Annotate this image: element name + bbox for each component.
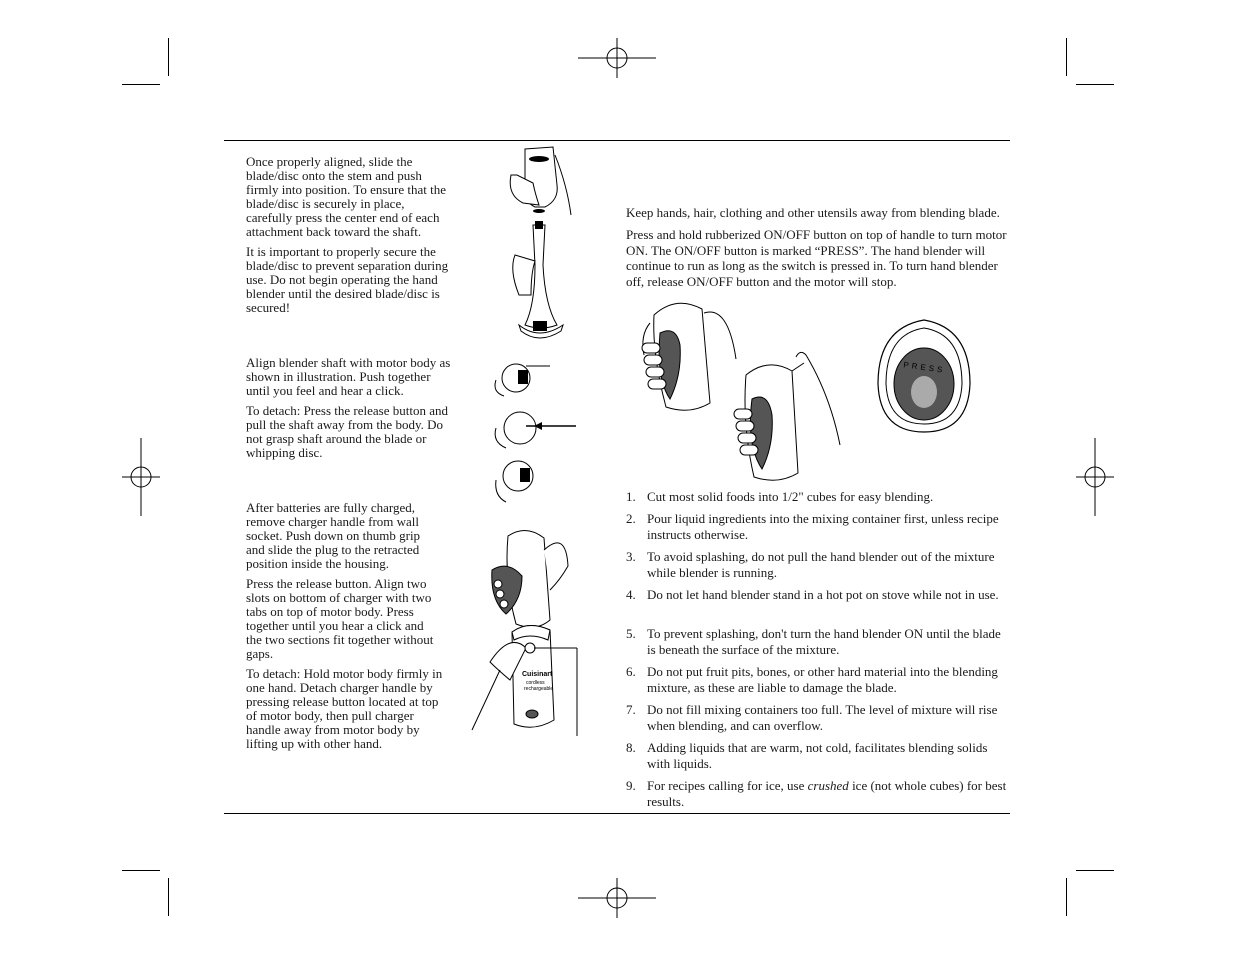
brand-subline: cordless — [526, 680, 545, 686]
tip-text: Do not let hand blender stand in a hot pot on stove while not in use. — [647, 587, 999, 602]
safety-warning: Keep hands, hair, clothing and other utensils away from blending blade. — [626, 205, 1000, 220]
crop-mark — [1076, 870, 1114, 871]
blade-attach-illustration — [505, 145, 577, 345]
tip-number: 5. — [626, 626, 636, 641]
tip-text-part: For recipes calling for ice, use — [647, 778, 808, 793]
registration-mark-icon — [578, 878, 656, 918]
charger-remove-paragraph: After batteries are fully charged, remove charger handle from wall socket. Push down on thumb grip and slide the plug to the retracted position inside the housing. — [246, 500, 421, 571]
crop-mark — [122, 84, 160, 85]
tip-number: 2. — [626, 511, 636, 526]
detach-shaft-paragraph: To detach: Press the release button and pull the shaft away from the body. Do not grasp shaft around the blade or whipping disc. — [246, 403, 448, 460]
bottom-rule — [224, 813, 1010, 814]
tip-text: Cut most solid foods into 1/2" cubes for easy blending. — [647, 489, 934, 504]
attach-blade-warning: It is important to properly secure the blade/disc to prevent separation during use. Do not begin operating the hand blender until the desired blade/disc is secured! — [246, 244, 449, 315]
charger-attach-paragraph: Press the release button. Align two slots on bottom of charger with two tabs on top of motor body. Press together until you hear a click and the two sections fit together without gaps. — [246, 576, 434, 661]
top-rule — [224, 140, 1010, 141]
crop-mark — [122, 870, 160, 871]
press-button-illustration — [874, 318, 974, 436]
registration-mark-icon — [1076, 438, 1114, 516]
tip-number: 3. — [626, 549, 636, 564]
crop-mark — [168, 38, 169, 76]
tip-number: 1. — [626, 489, 636, 504]
tip-number: 7. — [626, 702, 636, 717]
tip-number: 9. — [626, 778, 636, 793]
tip-text — [647, 778, 1007, 809]
tip-text: Do not fill mixing containers too full. The level of mixture will rise when blending, and can overflow. — [647, 702, 998, 733]
brand-subline: rechargeable — [524, 686, 554, 692]
blender-grip-illustration — [630, 295, 850, 485]
charger-illustration — [470, 520, 580, 740]
shaft-attach-illustration — [490, 356, 580, 506]
registration-mark-icon — [578, 38, 656, 78]
tip-number: 4. — [626, 587, 636, 602]
tip-number: 6. — [626, 664, 636, 679]
tip-text: Do not put fruit pits, bones, or other hard material into the blending mixture, as these are liable to damage the blade. — [647, 664, 998, 695]
crop-mark — [168, 878, 169, 916]
attach-shaft-paragraph: Align blender shaft with motor body as shown in illustration. Push together until you feel and hear a click. — [246, 355, 451, 398]
charger-detach-paragraph: To detach: Hold motor body firmly in one hand. Detach charger handle by pressing release button located at top of motor body, then pull charger handle away from motor body by lifting up with other hand. — [246, 666, 443, 751]
attach-blade-paragraph: Once properly aligned, slide the blade/disc onto the stem and push firmly into position. To ensure that the blade/disc is securely in place, carefully press the center end of each attachment back toward the shaft. — [246, 154, 446, 239]
tip-text: Pour liquid ingredients into the mixing container first, unless recipe instructs otherwise. — [647, 511, 999, 542]
registration-mark-icon — [122, 438, 160, 516]
crop-mark — [1066, 38, 1067, 76]
tip-text: To prevent splashing, don't turn the hand blender ON until the blade is beneath the surface of the mixture. — [647, 626, 1001, 657]
crop-mark — [1076, 84, 1114, 85]
tip-text-emphasis: crushed — [807, 778, 849, 793]
tip-text-part: ice (not whole cubes) for best results. — [647, 778, 1007, 809]
tip-text: Adding liquids that are warm, not cold, facilitates blending solids with liquids. — [647, 740, 988, 771]
brand-label: Cuisinart — [522, 671, 553, 678]
operation-paragraph: Press and hold rubberized ON/OFF button on top of handle to turn motor ON. The ON/OFF button is marked “PRESS”. The hand blender will continue to run as long as the switch is pressed in. To turn hand blender off, release ON/OFF button and the motor will stop. — [626, 227, 1007, 289]
tip-number: 8. — [626, 740, 636, 755]
crop-mark — [1066, 878, 1067, 916]
tip-text: To avoid splashing, do not pull the hand blender out of the mixture while blender is running. — [647, 549, 995, 580]
press-label: PRESS — [902, 360, 946, 375]
